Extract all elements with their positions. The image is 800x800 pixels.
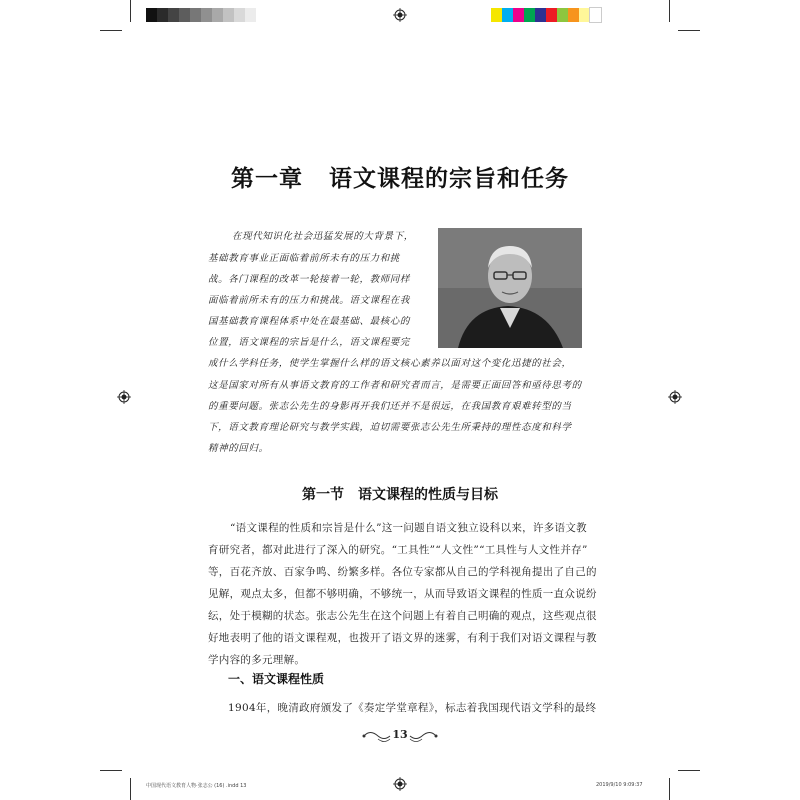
color-swatch <box>524 8 535 22</box>
crop-mark <box>100 30 122 31</box>
section-number: 第一节 <box>302 487 344 503</box>
gray-swatch <box>234 8 245 22</box>
intro-line: 面临着前所未有的压力和挑战。语文课程在我 <box>208 295 411 306</box>
color-swatch <box>546 8 557 22</box>
subsection-title: 一、语文课程性质 <box>228 672 325 686</box>
gray-swatch <box>190 8 201 22</box>
body-line: 好地表明了他的语文课程观，也拨开了语文界的迷雾，有利于我们对语文课程与教 <box>208 632 597 644</box>
gray-swatch <box>223 8 234 22</box>
registration-mark-right <box>668 390 682 404</box>
body-line: 育研究者，都对此进行了深入的研究。“工具性”“人文性”“工具性与人文性并存” <box>208 544 588 556</box>
gray-swatch <box>245 8 256 22</box>
chapter-title-text: 语文课程的宗旨和任务 <box>329 166 569 192</box>
body-line: 学内容的多元理解。 <box>208 654 306 666</box>
gray-swatch <box>179 8 190 22</box>
gray-swatch <box>146 8 157 22</box>
crop-mark <box>669 778 670 800</box>
crop-mark <box>100 770 122 771</box>
color-calibration-bar <box>491 8 601 22</box>
slug-filename: 中国现代语文教育人物·张志公 (16) .indd 13 <box>146 783 247 789</box>
crop-mark <box>130 0 131 22</box>
body-line: 见解，观点太多，但都不够明确，不够统一，从而导致语文课程的性质一直众说纷 <box>208 588 597 600</box>
registration-mark-bottom <box>393 777 407 791</box>
intro-line: 成什么学科任务，使学生掌握什么样的语文核心素养以面对这个变化迅捷的社会， <box>208 358 572 369</box>
intro-line: 下，语文教育理论研究与教学实践，迫切需要张志公先生所秉持的理性态度和科学 <box>208 422 572 433</box>
color-swatch <box>513 8 524 22</box>
body-line: “语文课程的性质和宗旨是什么”这一问题自语文独立设科以来，许多语文教 <box>230 522 587 534</box>
registration-mark-left <box>117 390 131 404</box>
grayscale-calibration-bar <box>146 8 256 22</box>
slug-timestamp: 2019/9/10 9:09:37 <box>596 782 643 788</box>
intro-line: 精神的回归。 <box>208 443 269 454</box>
intro-line: 在现代知识化社会迅猛发展的大背景下， <box>232 231 414 242</box>
gray-swatch <box>168 8 179 22</box>
intro-line: 这是国家对所有从事语文教育的工作者和研究者而言，是需要正面回答和亟待思考的 <box>208 380 582 391</box>
chapter-number: 第一章 <box>231 166 303 192</box>
chapter-title <box>0 160 800 193</box>
gray-swatch <box>157 8 168 22</box>
color-swatch <box>502 8 513 22</box>
crop-mark <box>130 778 131 800</box>
crop-mark <box>678 770 700 771</box>
intro-line: 国基础教育课程体系中处在最基础、最核心的 <box>208 316 411 327</box>
color-swatch <box>535 8 546 22</box>
color-swatch <box>579 8 590 22</box>
color-swatch <box>491 8 502 22</box>
section-title <box>0 484 800 504</box>
crop-mark <box>678 30 700 31</box>
crop-mark <box>669 0 670 22</box>
body-line: 纭，处于模糊的状态。张志公先生在这个问题上有着自己明确的观点，这些观点很 <box>208 610 597 622</box>
color-swatch <box>568 8 579 22</box>
portrait-photo <box>438 228 582 348</box>
body-line: 等，百花齐放、百家争鸣、纷繁多样。各位专家都从自己的学科视角提出了自己的 <box>208 566 597 578</box>
intro-line: 战。各门课程的改革一轮接着一轮，教师同样 <box>208 274 411 285</box>
page-number-ornament <box>360 726 440 746</box>
intro-line: 基础教育事业正面临着前所未有的压力和挑 <box>208 253 400 264</box>
color-swatch <box>557 8 568 22</box>
section-title-text: 语文课程的性质与目标 <box>358 487 498 503</box>
page-number: 13 <box>392 728 408 741</box>
gray-swatch <box>212 8 223 22</box>
intro-line: 的重要问题。张志公先生的身影再开我们还并不是很远，在我国教育艰难转型的当 <box>208 401 572 412</box>
color-swatch <box>590 8 601 22</box>
gray-swatch <box>201 8 212 22</box>
registration-mark-top <box>393 8 407 22</box>
intro-line: 位置，语文课程的宗旨是什么，语文课程要完 <box>208 337 411 348</box>
body-line: 1904年，晚清政府颁发了《奏定学堂章程》，标志着我国现代语文学科的最终 <box>228 702 597 714</box>
